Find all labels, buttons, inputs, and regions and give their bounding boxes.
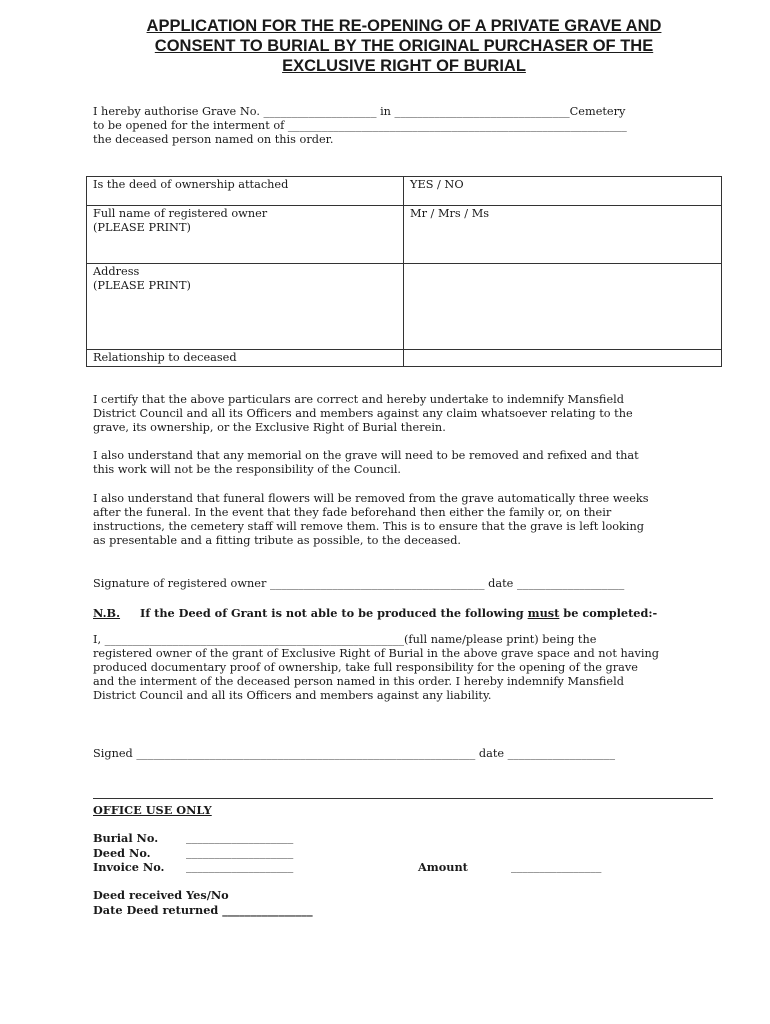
title-line-2: CONSENT TO BURIAL BY THE ORIGINAL PURCHASER OF THE (154, 37, 654, 55)
burial-no-label: Burial No. (93, 831, 159, 845)
flowers-line-3: instructions, the cemetery staff will remove them. This is to ensure that the grave is left looking (93, 520, 645, 533)
nb-text-before: If the Deed of Grant is not able to be produced the following (140, 606, 528, 620)
intro-line-3: the deceased person named on this order. (93, 133, 334, 146)
deed-no-label: Deed No. (93, 846, 151, 860)
table-row (87, 264, 722, 350)
owner-details-table (86, 176, 722, 367)
relationship-label: Relationship to deceased (87, 350, 404, 367)
deed-attached-label: Is the deed of ownership attached (87, 177, 404, 206)
certify-line-2: District Council and all its Officers and members against any claim whatsoever relating to the (93, 407, 633, 420)
flowers-line-1: I also understand that funeral flowers will be removed from the grave automatically three weeks (93, 492, 649, 505)
memorial-line-2: this work will not be the responsibility of the Council. (93, 463, 402, 476)
owner-name-label: Full name of registered owner (PLEASE PRINT) (87, 206, 404, 264)
flowers-line-4: as presentable and a fitting tribute as possible, to the deceased. (93, 534, 462, 547)
owner-signature-line[interactable]: Signature of registered owner ______________________________________ date ___________________ (93, 577, 625, 590)
invoice-no-label: Invoice No. (93, 860, 165, 874)
address-field[interactable] (404, 264, 722, 350)
declaration-line-1[interactable]: I, _____________________________________________________(full name/please print) being the (93, 633, 597, 646)
memorial-line-1: I also understand that any memorial on the grave will need to be removed and refixed and that (93, 449, 639, 462)
declaration-line-5: District Council and all its Officers and members against any liability. (93, 689, 492, 702)
relationship-field[interactable] (404, 350, 722, 367)
divider (93, 798, 713, 799)
nb-emphasis: must (527, 606, 560, 620)
burial-no-field[interactable]: ___________________ (186, 831, 294, 844)
declaration-line-2: registered owner of the grant of Exclusive Right of Burial in the above grave space and not having (93, 647, 660, 660)
table-row (87, 206, 722, 264)
signed-line[interactable]: Signed ____________________________________________________________ date ___________________ (93, 747, 615, 760)
amount-field[interactable]: ________________ (511, 860, 602, 873)
declaration-line-3: produced documentary proof of ownership, take full responsibility for the opening of the grave (93, 661, 638, 674)
nb-notice (93, 606, 657, 620)
flowers-line-2: after the funeral. In the event that they fade beforehand then either the family or, on their (93, 506, 612, 519)
deed-no-field[interactable]: ___________________ (186, 846, 294, 859)
nb-label: N.B. (93, 606, 121, 620)
intro-line-2[interactable]: to be opened for the interment of ____________________________________________________________ (93, 119, 627, 132)
table-row (87, 350, 722, 367)
title-line-3: EXCLUSIVE RIGHT OF BURIAL (282, 57, 526, 75)
office-use-heading: OFFICE USE ONLY (93, 803, 212, 817)
form-title (80, 16, 728, 76)
date-deed-returned-field[interactable]: Date Deed returned ________________ (93, 903, 313, 917)
deed-attached-field[interactable]: YES / NO (404, 177, 722, 206)
amount-label: Amount (418, 860, 468, 874)
title-line-1: APPLICATION FOR THE RE-OPENING OF A PRIVATE GRAVE AND (146, 17, 662, 35)
invoice-no-field[interactable]: ___________________ (186, 860, 294, 873)
address-label: Address (PLEASE PRINT) (87, 264, 404, 350)
nb-text-after: be completed:- (559, 606, 658, 620)
declaration-line-4: and the interment of the deceased person named in this order. I hereby indemnify Mansfield (93, 675, 624, 688)
table-row (87, 177, 722, 206)
intro-line-1[interactable]: I hereby authorise Grave No. ____________________ in _______________________________Cemetery (93, 105, 626, 118)
certify-line-1: I certify that the above particulars are correct and hereby undertake to indemnify Mansfield (93, 393, 624, 406)
certify-line-3: grave, its ownership, or the Exclusive Right of Burial therein. (93, 421, 446, 434)
deed-received-field[interactable]: Deed received Yes/No (93, 888, 229, 902)
owner-name-field[interactable]: Mr / Mrs / Ms (404, 206, 722, 264)
